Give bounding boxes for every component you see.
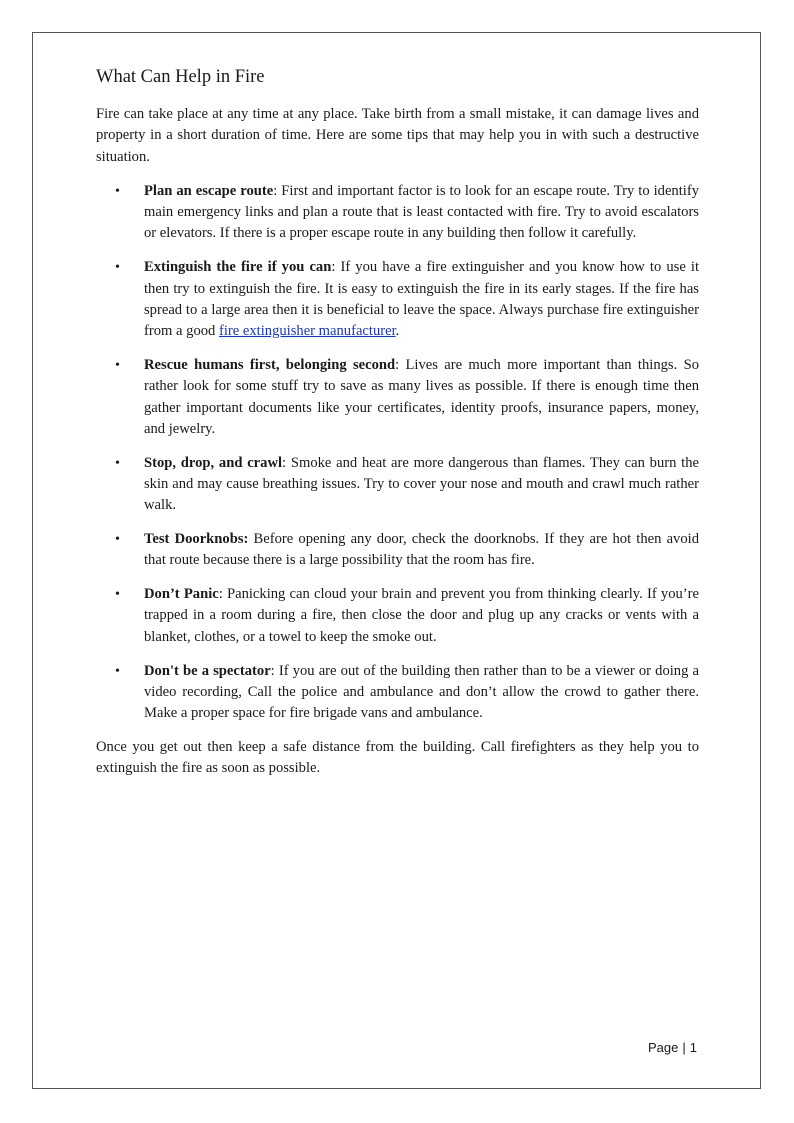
page-number: 1 xyxy=(689,1040,697,1055)
tip-title: Plan an escape route xyxy=(144,182,274,199)
bullet-icon: • xyxy=(115,663,120,679)
tip-text-end: . xyxy=(395,323,400,340)
closing-paragraph: Once you get out then keep a safe distance from the building. Call firefighters as they help you to extinguish the fire as soon as possible. xyxy=(96,738,699,777)
list-item xyxy=(96,355,699,440)
manufacturer-link[interactable]: fire extinguisher manufacturer xyxy=(218,323,396,340)
footer-separator: | xyxy=(682,1040,686,1055)
tip-title: Extinguish the fire if you can xyxy=(144,259,332,276)
tip-text: : First and important factor is to look for an escape route. Try to identify main emergency links and plan a route that is least contacted with fire. Try to avoid escalators or elevators. If there is a proper escape route in any building then follow it carefully. xyxy=(144,182,699,242)
tip-text: : Lives are much more important than things. So rather look for some stuff try to save as many lives as possible. If there is enough time then gather important documents like your certificates, identity proofs, insurance papers, money, and jewelry. xyxy=(144,356,699,437)
tips-list xyxy=(96,181,699,725)
list-item xyxy=(96,257,699,342)
intro-paragraph: Fire can take place at any time at any place. Take birth from a small mistake, it can damage lives and property in a short duration of time. Here are some tips that may help you in with such a destructive situation. xyxy=(96,106,699,165)
tip-title: Stop, drop, and crawl xyxy=(144,454,283,471)
tip-text: : If you have a fire extinguisher and you know how to use it then try to extinguish the fire. It is easy to extinguish the fire in its early stages. If the fire has spread to a large area then it is beneficial to leave the space. Always purchase fire extinguisher from a good xyxy=(144,259,699,340)
tip-title: Don’t Panic xyxy=(144,586,219,603)
tip-title: Test Doorknobs: xyxy=(144,531,249,548)
tip-text: : If you are out of the building then rather than to be a viewer or doing a video recording, Call the police and ambulance and don’t allow the crowd to gather there. Make a proper space for fire brigade vans and ambulance. xyxy=(144,662,699,722)
list-item xyxy=(96,453,699,517)
page-label: Page xyxy=(648,1040,679,1055)
page-footer xyxy=(648,1040,697,1055)
bullet-icon: • xyxy=(115,183,120,199)
tip-text: : Smoke and heat are more dangerous than flames. They can burn the skin and may cause breathing issues. Try to cover your nose and mouth and crawl much rather walk. xyxy=(144,454,699,514)
bullet-icon: • xyxy=(115,260,120,276)
tip-title: Rescue humans first, belonging second xyxy=(144,356,396,373)
tip-title: Don't be a spectator xyxy=(144,662,271,679)
bullet-icon: • xyxy=(115,357,120,373)
tip-text: Before opening any door, check the doorknobs. If they are hot then avoid that route because there is a large possibility that the room has fire. xyxy=(144,531,700,569)
list-item xyxy=(96,661,699,725)
document-title: What Can Help in Fire xyxy=(96,67,265,87)
list-item xyxy=(96,529,699,572)
bullet-icon: • xyxy=(115,532,120,548)
tip-text: : Panicking can cloud your brain and prevent you from thinking clearly. If you’re trapped in a room during a fire, then close the door and plug up any cracks or vents with a blanket, clothes, or a towel to keep the smoke out. xyxy=(144,586,699,645)
bullet-icon: • xyxy=(115,587,120,603)
bullet-icon: • xyxy=(115,455,120,471)
document-body xyxy=(96,64,699,780)
list-item xyxy=(96,181,699,245)
list-item xyxy=(96,584,699,648)
